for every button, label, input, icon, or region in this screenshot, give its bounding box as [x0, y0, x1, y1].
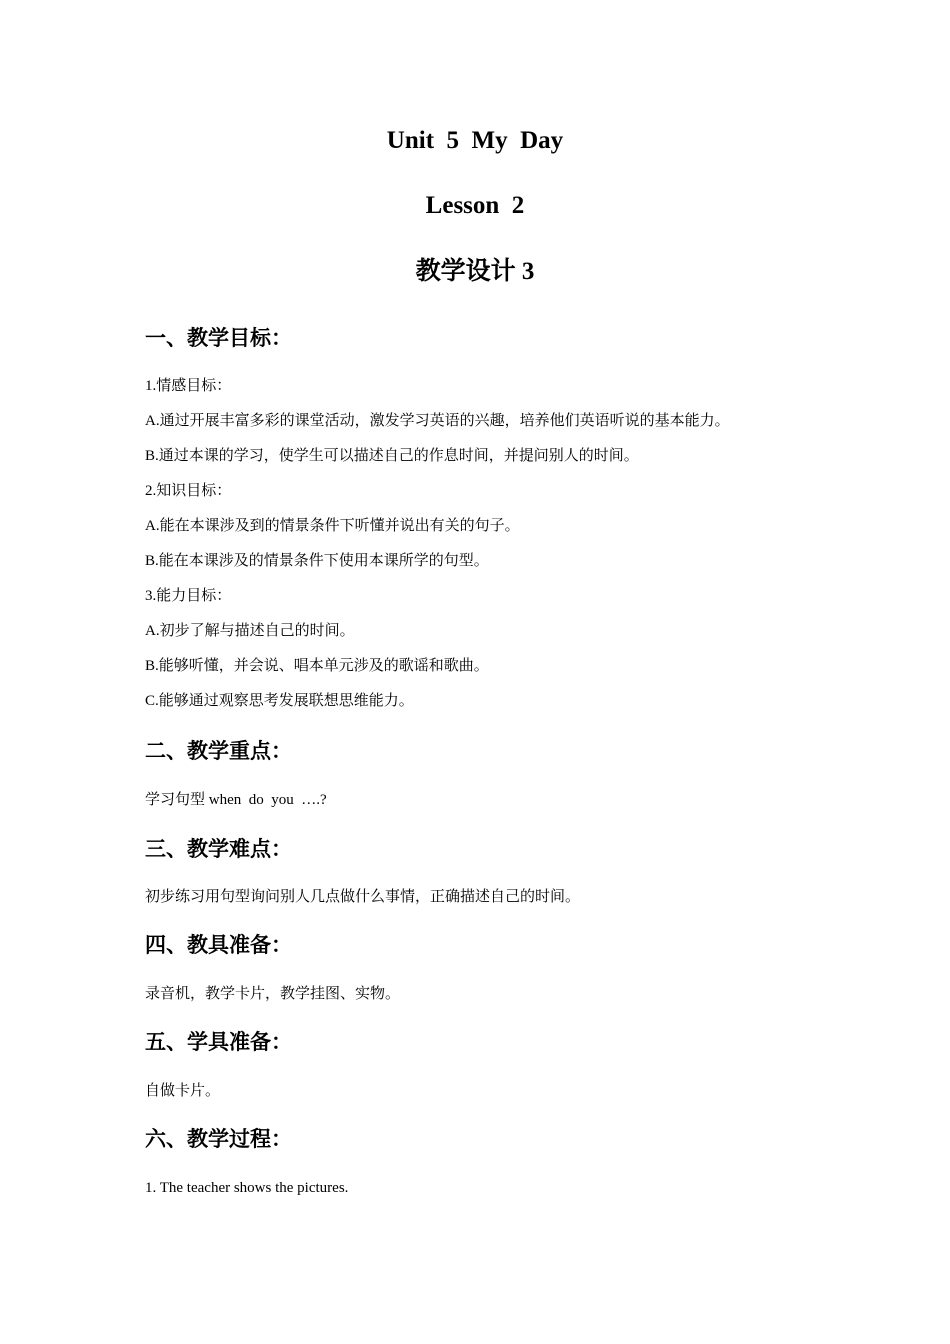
process-heading: 六、教学过程：	[145, 1127, 292, 1151]
learning-aids-heading: 五、学具准备：	[145, 1030, 292, 1054]
teaching-aids-heading: 四、教具准备：	[145, 933, 292, 957]
teaching-aids-text: 录音机，教学卡片，教学挂图、实物。	[145, 986, 401, 1002]
design-title: 教学设计 3	[415, 258, 535, 285]
difficulties-heading: 三、教学难点：	[145, 837, 292, 861]
ability-goal-a: A.初步了解与描述自己的时间。	[145, 623, 355, 639]
key-points-heading: 二、教学重点：	[145, 739, 292, 763]
emotion-goal-a: A.通过开展丰富多彩的课堂活动，激发学习英语的兴趣，培养他们英语听说的基本能力。	[145, 413, 730, 429]
ability-goal-b: B.能够听懂，并会说、唱本单元涉及的歌谣和歌曲。	[145, 658, 489, 674]
emotion-goal-b: B.通过本课的学习，使学生可以描述自己的作息时间，并提问别人的时间。	[145, 448, 639, 464]
lesson-title: Lesson 2	[425, 192, 525, 219]
objectives-heading: 一、教学目标：	[145, 326, 292, 350]
knowledge-goal-a: A.能在本课涉及到的情景条件下听懂并说出有关的句子。	[145, 518, 520, 534]
knowledge-goal-label: 2.知识目标：	[145, 483, 232, 499]
learning-aids-text: 自做卡片。	[145, 1083, 221, 1099]
ability-goal-c: C.能够通过观察思考发展联想思维能力。	[145, 693, 414, 709]
emotion-goal-label: 1.情感目标：	[145, 378, 232, 394]
key-points-text: 学习句型 when do you ….?	[145, 792, 327, 808]
knowledge-goal-b: B.能在本课涉及的情景条件下使用本课所学的句型。	[145, 553, 489, 569]
unit-title: Unit 5 My Day	[386, 127, 564, 154]
process-step-1: 1. The teacher shows the pictures.	[145, 1180, 349, 1196]
difficulties-text: 初步练习用句型询问别人几点做什么事情，正确描述自己的时间。	[145, 889, 581, 905]
ability-goal-label: 3.能力目标：	[145, 588, 232, 604]
